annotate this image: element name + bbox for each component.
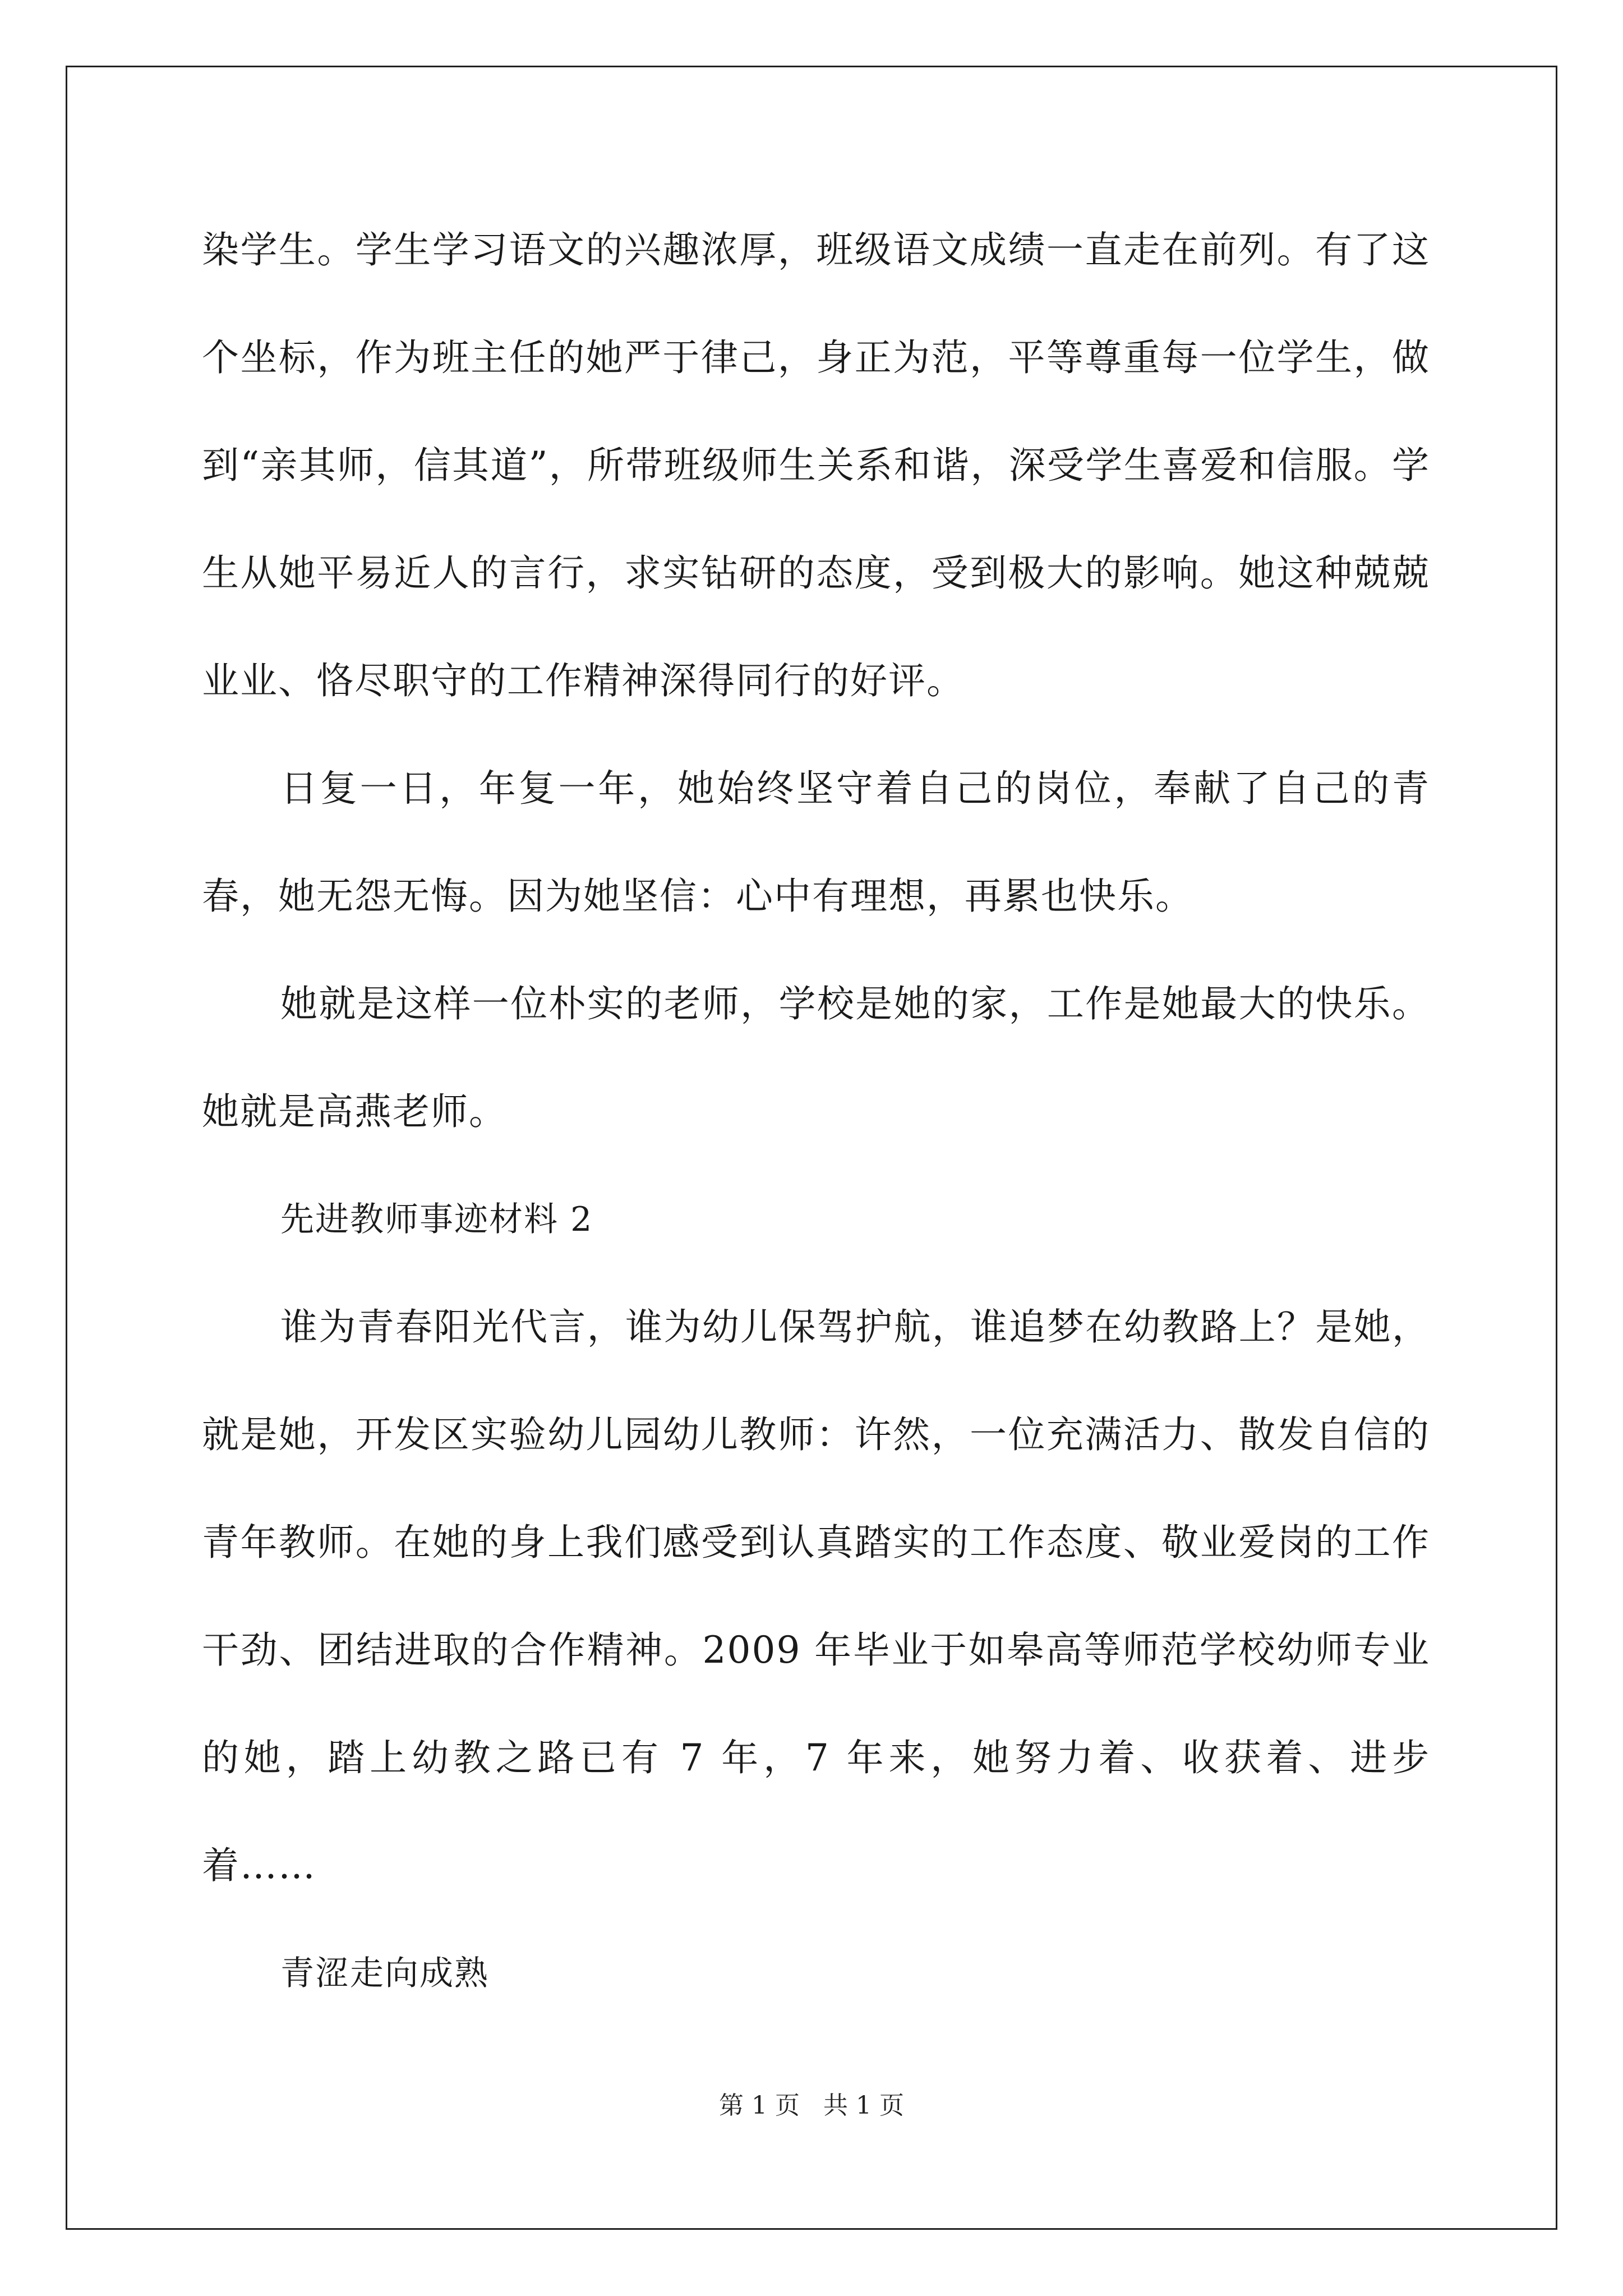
- document-body: [202, 196, 1430, 2027]
- paragraph: 她就是这样一位朴实的老师，学校是她的家，工作是她最大的快乐。她就是高燕老师。: [202, 982, 1430, 1133]
- page-footer: [0, 2089, 1623, 2123]
- paragraph: 染学生。学生学习语文的兴趣浓厚，班级语文成绩一直走在前列。有了这个坐标，作为班主任的她严于律己，身正为范，平等尊重每一位学生，做到“亲其师，信其道”，所带班级师生关系和谐，深受学生喜爱和信服。学生从她平易近人的言行，求实钻研的态度，受到极大的影响。她这种兢兢业业、恪尽职守的工作精神深得同行的好评。: [202, 228, 1430, 702]
- page-number: 第 1 页: [719, 2091, 800, 2120]
- paragraph: 日复一日，年复一年，她始终坚守着自己的岗位，奉献了自己的青春，她无怨无悔。因为她坚信：心中有理想，再累也快乐。: [202, 767, 1430, 918]
- section-heading: 先进教师事迹材料 2: [280, 1200, 593, 1239]
- section-heading: 青涩走向成熟: [280, 1954, 489, 1993]
- paragraph: 谁为青春阳光代言，谁为幼儿保驾护航，谁追梦在幼教路上？是她，就是她，开发区实验幼儿园幼儿教师：许然，一位充满活力、散发自信的青年教师。在她的身上我们感受到认真踏实的工作态度、敬业爱岗的工作干劲、团结进取的合作精神。2009 年毕业于如皋高等师范学校幼师专业的她，踏上幼教之路已有 7 年，7 年来，她努力着、收获着、进步着……: [202, 1305, 1430, 1887]
- page-total: 共 1 页: [823, 2091, 904, 2120]
